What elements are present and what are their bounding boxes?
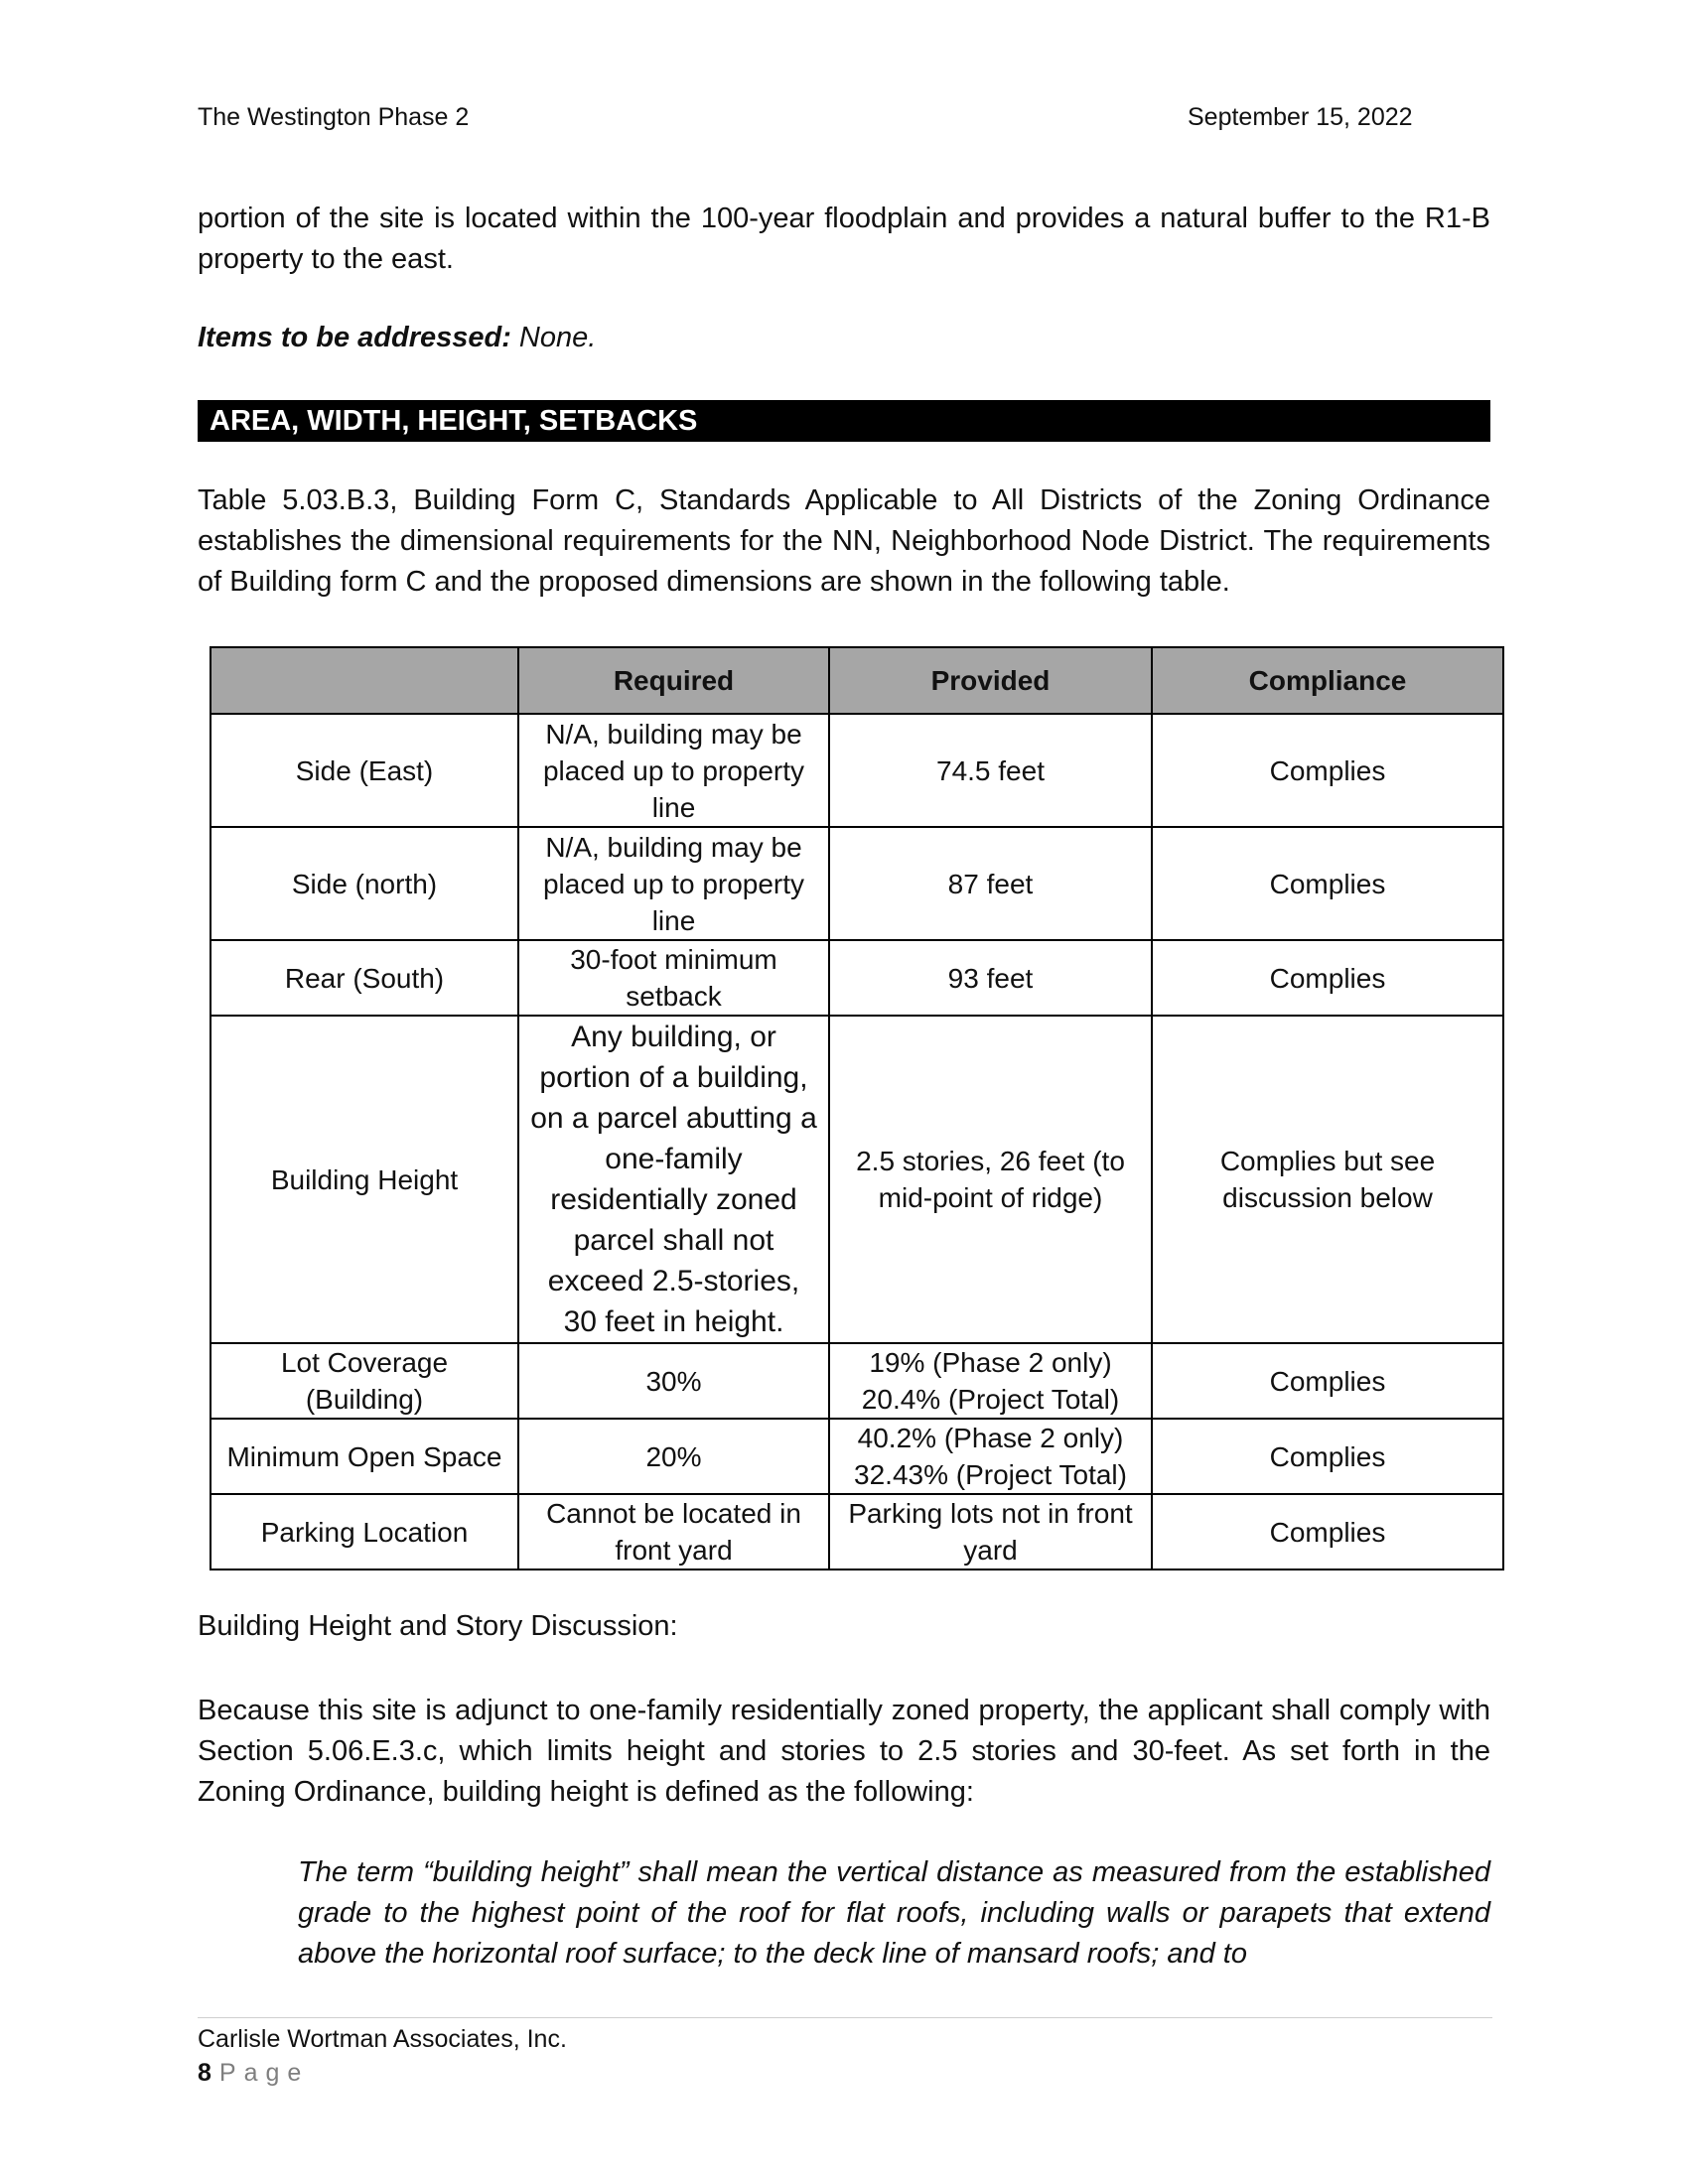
footer-divider (198, 2017, 1492, 2018)
row-required: N/A, building may be placed up to property line (518, 714, 829, 827)
header-cell-compliance: Compliance (1152, 647, 1503, 714)
row-item: Minimum Open Space (211, 1419, 518, 1494)
row-provided: 87 feet (829, 827, 1152, 940)
row-compliance: Complies (1152, 940, 1503, 1016)
row-provided: 2.5 stories, 26 feet (to mid-point of ridge) (829, 1016, 1152, 1343)
footer-page-indicator (198, 2059, 309, 2088)
row-provided: Parking lots not in front yard (829, 1494, 1152, 1570)
discussion-paragraph: Because this site is adjunct to one-family residentially zoned property, the applicant shall comply with Section 5.06.E.3.c, which limits height and stories to 2.5 stories and 30-feet. As set forth in the Zoning Ordinance, building height is defined as the following: (198, 1695, 1490, 1808)
table-row (211, 1494, 1503, 1570)
section-heading-bar: AREA, WIDTH, HEIGHT, SETBACKS (198, 400, 1490, 442)
dimensional-requirements-table (210, 646, 1504, 1570)
row-required: N/A, building may be placed up to property line (518, 827, 829, 940)
row-item: Building Height (211, 1016, 518, 1343)
header-cell-required: Required (518, 647, 829, 714)
intro-paragraph: portion of the site is located within the 100-year floodplain and provides a natural buffer to the R1-B property to the east. (198, 203, 1490, 275)
table-row (211, 827, 1503, 940)
row-required: 20% (518, 1419, 829, 1494)
header-cell-blank (211, 647, 518, 714)
discussion-heading: Building Height and Story Discussion: (198, 1610, 678, 1642)
table-intro-paragraph: Table 5.03.B.3, Building Form C, Standards Applicable to All Districts of the Zoning Ordinance establishes the dimensional requirements for the NN, Neighborhood Node District. The requirements of Building form C and the proposed dimensions are shown in the following table. (198, 484, 1490, 598)
table-row (211, 1343, 1503, 1419)
row-compliance: Complies (1152, 1419, 1503, 1494)
row-required: Any building, or portion of a building, on a parcel abutting a one-family residentially zoned parcel shall not exceed 2.5-stories, 30 feet in height. (518, 1016, 829, 1343)
table-row (211, 1016, 1503, 1343)
provided-line: 32.43% (Project Total) (854, 1459, 1127, 1490)
table-header-row (211, 647, 1503, 714)
row-provided (829, 1419, 1152, 1494)
provided-line: 20.4% (Project Total) (861, 1384, 1120, 1415)
items-to-be-addressed (198, 322, 596, 354)
row-item: Rear (South) (211, 940, 518, 1016)
row-item: Lot Coverage (Building) (211, 1343, 518, 1419)
page-label: Page (218, 2059, 310, 2087)
table-row (211, 940, 1503, 1016)
row-required: 30% (518, 1343, 829, 1419)
items-label: Items to be addressed: (198, 322, 511, 353)
row-item: Side (north) (211, 827, 518, 940)
row-required: Cannot be located in front yard (518, 1494, 829, 1570)
table-row (211, 1419, 1503, 1494)
footer-company-name: Carlisle Wortman Associates, Inc. (198, 2025, 567, 2053)
row-provided: 74.5 feet (829, 714, 1152, 827)
row-compliance: Complies (1152, 827, 1503, 940)
header-document-title: The Westington Phase 2 (198, 103, 470, 131)
page-number: 8 (198, 2059, 211, 2087)
provided-line: 19% (Phase 2 only) (869, 1347, 1112, 1378)
provided-line: 40.2% (Phase 2 only) (857, 1423, 1124, 1453)
row-compliance: Complies (1152, 714, 1503, 827)
row-compliance: Complies but see discussion below (1152, 1016, 1503, 1343)
header-date: September 15, 2022 (1188, 103, 1413, 131)
row-item: Parking Location (211, 1494, 518, 1570)
building-height-definition-quote: The term “building height” shall mean the vertical distance as measured from the established grade to the highest point of the roof for flat roofs, including walls or parapets that extend above the horizontal roof surface; to the deck line of mansard roofs; and to (298, 1856, 1490, 1970)
row-compliance: Complies (1152, 1494, 1503, 1570)
table-row (211, 714, 1503, 827)
row-provided: 93 feet (829, 940, 1152, 1016)
row-required: 30-foot minimum setback (518, 940, 829, 1016)
row-item: Side (East) (211, 714, 518, 827)
row-compliance: Complies (1152, 1343, 1503, 1419)
items-value: None. (510, 322, 597, 353)
row-provided (829, 1343, 1152, 1419)
header-cell-provided: Provided (829, 647, 1152, 714)
